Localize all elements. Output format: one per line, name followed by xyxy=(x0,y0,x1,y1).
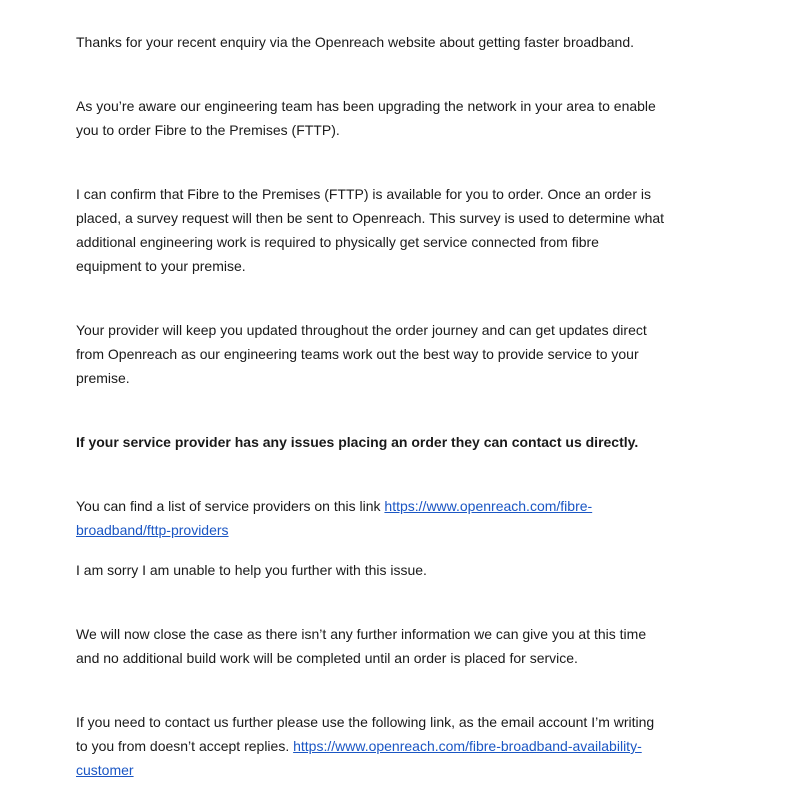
bold-notice: If your service provider has any issues placing an order they can contact us directly. xyxy=(76,434,639,450)
paragraph-provider-updates: Your provider will keep you updated throughout the order journey and can get updates direct from Openreach as our engineering teams work out the best way to provide service to your premise. xyxy=(76,322,647,386)
paragraph-fttp-available: I can confirm that Fibre to the Premises (FTTP) is available for you to order. Once an order is placed, a survey request will then be sent to Openreach. This survey is used to determine what additional engineering work is required to physically get service connected from fibre equipment to your premise. xyxy=(76,186,665,274)
paragraph-network-upgrade: As you’re aware our engineering team has been upgrading the network in your area to enable you to order Fibre to the Premises (FTTP). xyxy=(76,98,656,138)
paragraph-enquiry-thanks: Thanks for your recent enquiry via the Openreach website about getting faster broadband. xyxy=(76,34,635,50)
provider-list-text: You can find a list of service providers on this link xyxy=(76,498,385,514)
paragraph-further-contact xyxy=(76,710,668,782)
paragraph-contact-directly xyxy=(76,430,668,454)
further-contact-text: If you need to contact us further please use the following link, as the email account I’m writing to you from doesn’t accept replies. xyxy=(76,714,655,754)
paragraph-provider-list xyxy=(76,494,668,542)
availability-customer-link[interactable]: https://www.openreach.com/fibre-broadband-availability-customer xyxy=(76,738,642,778)
paragraph-apology: I am sorry I am unable to help you further with this issue. xyxy=(76,562,427,578)
email-body xyxy=(76,30,668,782)
paragraph-case-closure: We will now close the case as there isn’t any further information we can give you at this time and no additional build work will be completed until an order is placed for service. xyxy=(76,626,647,666)
fttp-providers-link[interactable]: https://www.openreach.com/fibre-broadband/fttp-providers xyxy=(76,498,593,538)
